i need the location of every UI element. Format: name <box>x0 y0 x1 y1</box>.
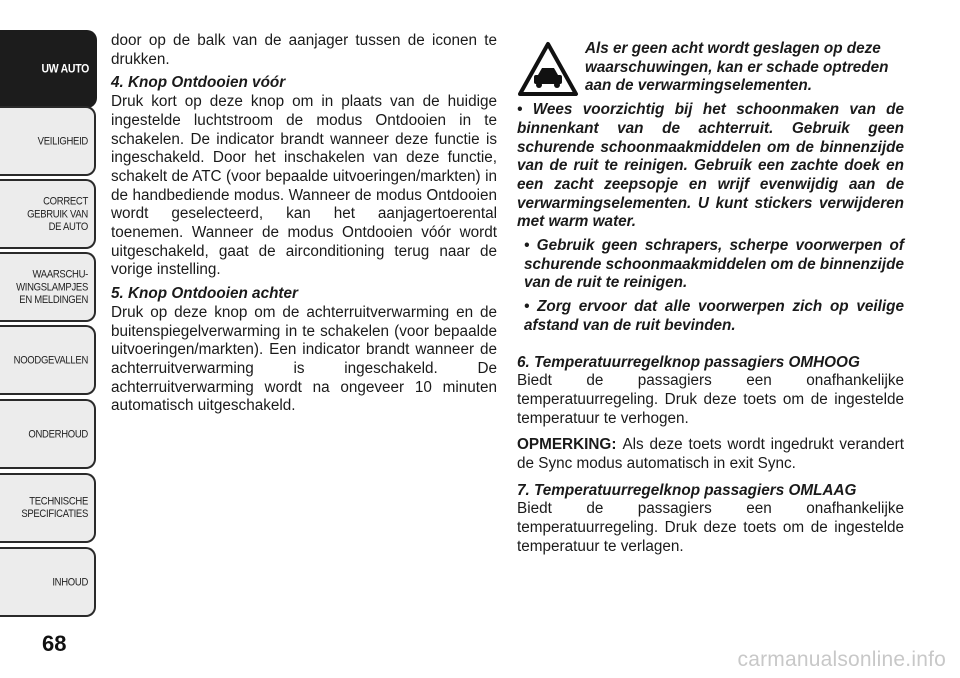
section-5-body: Druk op deze knop om de achterruitverwarming en de buitenspiegelverwarming in te schakelen (voor bepaalde uitvoeringen/markten). Een indicator brandt wanneer de achterruitverwarming is ingeschakeld. De achterruitverwarming wordt na ongeveer 10 minuten automatisch uitgeschakeld. <box>111 303 497 415</box>
warning-heading: Als er geen acht wordt geslagen op deze waarschuwingen, kan er schade optreden aan de verwarmingselementen. <box>585 40 889 95</box>
warning-box <box>517 40 904 336</box>
left-column <box>111 32 497 421</box>
tab-label: NOODGEVALLEN <box>13 353 88 367</box>
note-label: OPMERKING: <box>517 436 617 454</box>
section-4-body: Druk kort op deze knop om in plaats van de huidige ingestelde luchtstroom de modus Ontdooien in te schakelen. De indicator brandt wanneer deze functie is ingeschakeld. Door het inschakelen van deze functie, schakelt de ATC (voor bepaalde uitvoeringen/markten) in de handbediende modus. Wanneer de modus Ontdooien wordt geselecteerd, kan het aanjagertoerental toenemen. Wanneer de modus Ontdooien vóór wordt uitgeschakeld, gaat de airconditioning terug naar de vorige instelling. <box>111 93 497 279</box>
section-6-body: Biedt de passagiers een onafhankelijke temperatuurregeling. Druk deze toets om de ingestelde temperatuur te verhogen. <box>517 372 904 427</box>
tab-onderhoud[interactable] <box>0 399 96 469</box>
tab-label: INHOUD <box>52 575 88 589</box>
note-body: Als deze toets wordt ingedrukt verandert de Sync modus automatisch in exit Sync. <box>517 436 904 473</box>
note-paragraph <box>517 436 904 473</box>
warning-item: • Zorg ervoor dat alle voorwerpen zich op veilige afstand van de ruit bevinden. <box>524 298 904 334</box>
warning-header <box>517 40 904 101</box>
tab-veiligheid[interactable] <box>0 106 96 176</box>
tab-label: TECHNISCHE SPECIFICATIES <box>21 495 88 521</box>
right-column <box>517 40 904 562</box>
section-5-heading: 5. Knop Ontdooien achter <box>111 285 298 303</box>
tab-uw-auto[interactable] <box>0 30 97 108</box>
section-7-body: Biedt de passagiers een onafhankelijke temperatuurregeling. Druk deze toets om de ingestelde temperatuur te verlagen. <box>517 500 904 555</box>
tab-label: CORRECT GEBRUIK VAN DE AUTO <box>27 195 88 233</box>
section-7-heading: 7. Temperatuurregelknop passagiers OMLAAG <box>517 481 857 499</box>
tab-label: ONDERHOUD <box>28 427 88 441</box>
tab-label: WAARSCHU- WINGSLAMPJES EN MELDINGEN <box>16 268 88 306</box>
tab-label: VEILIGHEID <box>37 134 88 148</box>
warning-item: • Gebruik geen schrapers, scherpe voorwerpen of schurende schoonmaakmiddelen om de binnenzijde van de ruit te reinigen. <box>524 237 904 292</box>
tab-correct-gebruik[interactable] <box>0 179 96 249</box>
tab-noodgevallen[interactable] <box>0 325 96 395</box>
warning-triangle-icon <box>517 40 579 98</box>
tab-inhoud[interactable] <box>0 547 96 617</box>
intro-text: door op de balk van de aanjager tussen de iconen te drukken. <box>111 32 497 68</box>
tab-waarschuwingslampjes[interactable] <box>0 252 96 322</box>
watermark: carmanualsonline.info <box>737 648 946 671</box>
page-number: 68 <box>42 631 67 656</box>
tab-label: UW AUTO <box>41 61 89 76</box>
section-4-heading: 4. Knop Ontdooien vóór <box>111 74 286 92</box>
warning-item: • Wees voorzichtig bij het schoonmaken van de binnenkant van de achterruit. Gebruik geen schurende schoonmaakmiddelen om de binnenzijde van de ruit te reinigen. Gebruik een zachte doek en een zacht zeepsopje en wrijf evenwijdig aan de verwarmingselementen. U kunt stickers verwijderen met warm water. <box>517 101 904 231</box>
section-6-heading: 6. Temperatuurregelknop passagiers OMHOOG <box>517 353 860 371</box>
tab-technische-specificaties[interactable] <box>0 473 96 543</box>
